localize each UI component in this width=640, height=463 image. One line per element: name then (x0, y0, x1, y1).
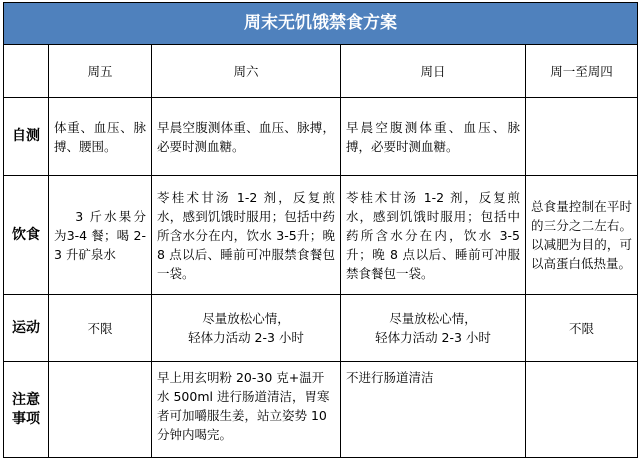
exercise-sunday-line1: 尽量放松心情， (389, 311, 477, 326)
corner-cell (4, 45, 49, 98)
header-saturday: 周六 (152, 45, 341, 98)
row-label-self-test: 自测 (4, 98, 49, 176)
exercise-mon-thu: 不限 (526, 295, 638, 362)
exercise-saturday (152, 295, 341, 362)
notes-mon-thu (526, 362, 638, 458)
row-notes (4, 362, 638, 458)
table-title: 周末无饥饿禁食方案 (4, 3, 638, 45)
row-self-test (4, 98, 638, 176)
diet-friday: 3 斤水果分为3-4 餐；喝 2-3 升矿泉水 (49, 176, 152, 295)
header-mon-thu: 周一至周四 (526, 45, 638, 98)
title-row (4, 3, 638, 45)
fasting-plan-table (3, 2, 638, 458)
row-label-notes-line2: 事项 (12, 410, 40, 427)
header-sunday: 周日 (341, 45, 526, 98)
header-friday: 周五 (49, 45, 152, 98)
row-label-notes-line1: 注意 (12, 391, 40, 408)
row-diet (4, 176, 638, 295)
row-label-notes (4, 362, 49, 458)
row-label-exercise: 运动 (4, 295, 49, 362)
diet-sunday: 苓桂术甘汤 1-2 剂，反复煎水，感到饥饿时服用；包括中药所含水分在内，饮水 3-5升；晚 8 点以后、睡前可冲服禁食餐包一袋。 (341, 176, 526, 295)
row-label-diet: 饮食 (4, 176, 49, 295)
notes-sunday: 不进行肠道清洁 (341, 362, 526, 458)
exercise-sunday (341, 295, 526, 362)
self-test-saturday: 早晨空腹测体重、血压、脉搏，必要时测血糖。 (152, 98, 341, 176)
notes-friday (49, 362, 152, 458)
header-row (4, 45, 638, 98)
notes-saturday: 早上用玄明粉 20-30 克+温开水 500ml 进行肠道清洁，胃寒者可加嚼服生姜，站立姿势 10 分钟内喝完。 (152, 362, 341, 458)
diet-mon-thu: 总食量控制在平时的三分之二左右。以减肥为目的，可以高蛋白低热量。 (526, 176, 638, 295)
self-test-mon-thu (526, 98, 638, 176)
exercise-saturday-line2: 轻体力活动 2-3 小时 (188, 330, 304, 345)
row-exercise (4, 295, 638, 362)
exercise-friday: 不限 (49, 295, 152, 362)
exercise-saturday-line1: 尽量放松心情， (202, 311, 290, 326)
diet-saturday: 苓桂术甘汤 1-2 剂，反复煎水，感到饥饿时服用；包括中药所含水分在内，饮水 3-5升；晚 8 点以后、睡前可冲服禁食餐包一袋。 (152, 176, 341, 295)
exercise-sunday-line2: 轻体力活动 2-3 小时 (375, 330, 491, 345)
self-test-friday: 体重、血压、脉搏、腰围。 (49, 98, 152, 176)
self-test-sunday: 早晨空腹测体重、血压、脉搏，必要时测血糖。 (341, 98, 526, 176)
